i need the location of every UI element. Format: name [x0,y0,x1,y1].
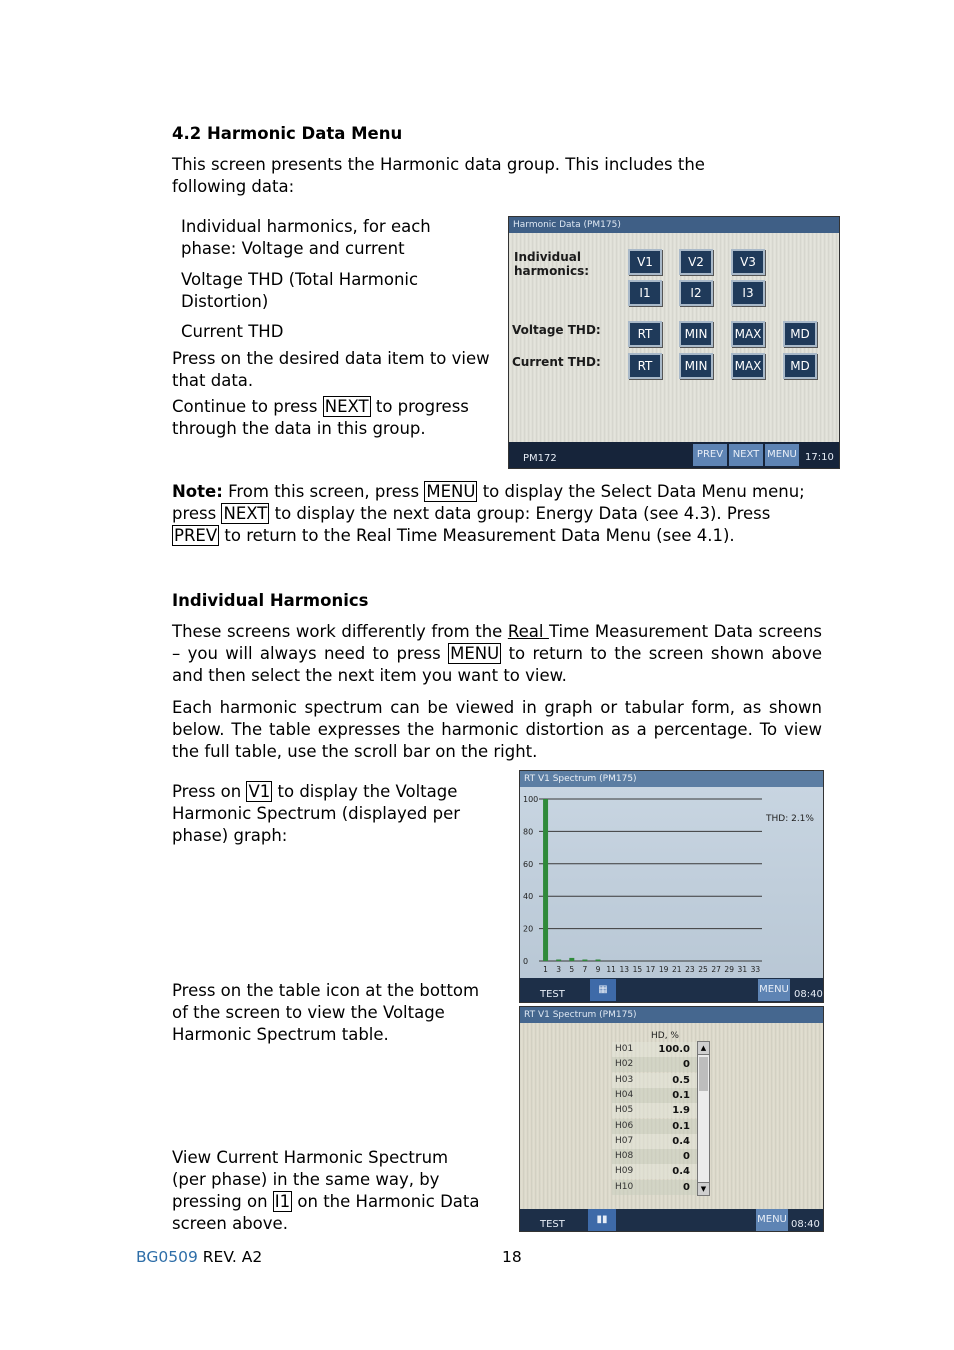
voltage-thd-label: Voltage THD: [512,323,601,337]
menu-button[interactable]: MENU [765,444,799,466]
real-time-link[interactable]: Real [507,622,549,641]
spectrum-bar [582,960,587,962]
spectrum-graph-screenshot [519,770,824,1003]
current-rt-button[interactable]: RT [628,353,662,379]
voltage-rt-button[interactable]: RT [628,321,662,347]
harmonic-value: 0.1 [672,1120,690,1132]
menu-key: MENU [450,644,500,663]
intro-text: This screen presents the Harmonic data group. This includes the following data: [172,155,705,196]
current-min-button[interactable]: MIN [679,353,713,379]
list-item-individual: Individual harmonics, for each phase: Voltage and current [181,217,431,258]
screen-title: Harmonic Data (PM175) [509,217,839,233]
device-label: PM172 [523,453,557,464]
table-row [612,1164,708,1179]
x-tick-label: 13 [619,965,630,974]
y-tick-label: 60 [523,859,534,869]
harmonic-number: H02 [615,1059,634,1070]
harmonic-value: 0.1 [672,1089,690,1101]
x-tick-label: 11 [606,965,616,974]
graph-title: RT V1 Spectrum (PM175) [520,771,823,787]
screen-bottom-bar [509,442,839,468]
voltage-md-button[interactable]: MD [783,321,817,347]
v3-button[interactable]: V3 [731,249,765,275]
table-title: RT V1 Spectrum (PM175) [520,1007,823,1023]
x-tick-label: 25 [698,965,708,974]
voltage-min-button[interactable]: MIN [679,321,713,347]
x-tick-label: 31 [737,965,748,974]
harmonic-value: 0.4 [672,1135,690,1147]
clock: 08:40 [791,1219,820,1230]
next-key: NEXT [324,397,369,416]
harmonic-value: 0 [683,1059,690,1071]
graph-icon[interactable]: ▮▮ [588,1209,616,1231]
clock: 17:10 [805,452,834,463]
v1-button[interactable]: V1 [628,249,662,275]
current-thd-label: Current THD: [512,355,601,369]
y-tick-label: 20 [523,924,534,934]
harmonic-value: 0.4 [672,1166,690,1178]
x-tick-label: 19 [658,965,669,974]
table-row [612,1119,708,1134]
i1-button[interactable]: I1 [628,280,662,306]
harmonic-number: H04 [615,1089,634,1100]
x-tick-label: 17 [645,965,656,974]
note-paragraph: Note: From this screen, press MENU to display the Select Data Menu menu; press NEXT to display the next data group: Energy Data (see 4.3). Press PREV to return to the Real Time Measurement Data Menu (see 4.1). [172,482,805,545]
list-item-voltage-thd: Voltage THD (Total Harmonic Distortion) [181,270,419,311]
table-row [612,1088,708,1103]
y-tick-label: 100 [523,795,539,804]
i1-key: I1 [274,1192,291,1211]
x-tick-label: 33 [750,965,761,974]
table-row [612,1180,708,1195]
table-row [612,1057,708,1072]
footer-doc: BG0509 REV. A2 [136,1248,263,1266]
para-differently: These screens work differently from the Real Time Measurement Data screens – you will always need to press MENU to return to the screen shown above and then select the next item you want to view. [172,622,822,685]
x-tick-label: 23 [685,965,695,974]
harmonic-data-screenshot [508,216,840,469]
y-tick-label: 40 [523,892,534,902]
menu-button[interactable]: MENU [758,979,790,1001]
prev-key: PREV [174,526,218,545]
menu-key: MENU [426,482,476,501]
x-tick-label: 5 [569,965,575,974]
scrollbar[interactable] [697,1041,710,1196]
table-row [612,1103,708,1118]
x-tick-label: 29 [724,965,734,974]
subheading: Individual Harmonics [172,591,369,610]
harmonic-number: H07 [615,1135,634,1146]
i2-button[interactable]: I2 [679,280,713,306]
press-text: Press on the desired data item to view that data. [172,349,490,390]
section-title: 4.2 Harmonic Data Menu [172,124,403,143]
individual-harmonics-label: Individual harmonics: [514,250,590,278]
table-bottom-bar [520,1209,823,1231]
table-row [612,1073,708,1088]
harmonic-number: H05 [615,1105,634,1116]
voltage-max-button[interactable]: MAX [731,321,765,347]
continue-text: Continue to press NEXT to progress through the data in this group. [172,397,469,438]
spectrum-bar [543,799,548,961]
x-tick-label: 21 [671,965,682,974]
x-tick-label: 9 [595,965,601,974]
y-tick-label: 80 [523,827,534,837]
harmonic-number: H01 [615,1044,634,1054]
harmonic-value: 0 [683,1151,690,1163]
harmonic-value: 1.9 [672,1105,690,1117]
next-key: NEXT [223,504,268,523]
x-tick-label: 1 [543,965,548,974]
harmonic-number: H10 [615,1181,634,1192]
harmonic-value: 0 [683,1181,690,1193]
table-row [612,1042,708,1057]
i3-button[interactable]: I3 [731,280,765,306]
table-row [612,1134,708,1149]
v1-key: V1 [248,782,271,801]
spectrum-table-screenshot [519,1006,824,1232]
para-spectrum: Each harmonic spectrum can be viewed in graph or tabular form, as shown below. The table expresses the harmonic distortion as a percentage. To view the full table, use the scroll bar on the right. [172,698,822,761]
press-v1-text: Press on V1 to display the Voltage Harmonic Spectrum (displayed per phase) graph: [172,782,461,845]
scroll-down-arrow-icon[interactable]: ▼ [698,1182,709,1195]
harmonic-number: H06 [615,1120,634,1131]
x-tick-label: 15 [632,965,643,974]
harmonic-number: H09 [615,1166,634,1177]
menu-button[interactable]: MENU [756,1209,788,1231]
table-icon[interactable]: ▦ [590,979,616,1001]
x-tick-label: 3 [556,965,562,974]
table-row [612,1149,708,1164]
list-item-current-thd: Current THD [181,322,284,341]
view-current-text: View Current Harmonic Spectrum (per phase) in the same way, by pressing on I1 on the Harmonic Data screen above. [172,1148,480,1233]
spectrum-bar [596,960,601,962]
y-tick-label: 0 [523,957,529,966]
prev-button[interactable]: PREV [693,444,727,466]
harmonic-number: H08 [615,1151,634,1162]
page-number: 18 [502,1248,522,1266]
v2-button[interactable]: V2 [679,249,713,275]
harmonic-value: 100.0 [658,1044,690,1055]
thd-value: THD: 2.1% [766,814,814,824]
x-tick-label: 27 [711,965,721,974]
test-label: TEST [540,989,565,1000]
harmonic-value: 0.5 [672,1074,690,1086]
spectrum-chart [520,787,823,977]
test-label: TEST [540,1219,565,1230]
harmonic-number: H03 [615,1074,634,1085]
scroll-thumb[interactable] [699,1057,708,1091]
graph-bottom-bar [520,978,823,1002]
current-max-button[interactable]: MAX [731,353,765,379]
current-md-button[interactable]: MD [783,353,817,379]
column-header: HD, % [651,1031,679,1041]
spectrum-bar [556,960,561,962]
clock: 08:40 [794,989,823,1000]
press-table-text: Press on the table icon at the bottom of the screen to view the Voltage Harmonic Spectrum table. [172,981,480,1044]
scroll-up-arrow-icon[interactable]: ▲ [698,1042,709,1055]
spectrum-bar [569,958,574,961]
next-button[interactable]: NEXT [729,444,763,466]
x-tick-label: 7 [582,965,588,974]
